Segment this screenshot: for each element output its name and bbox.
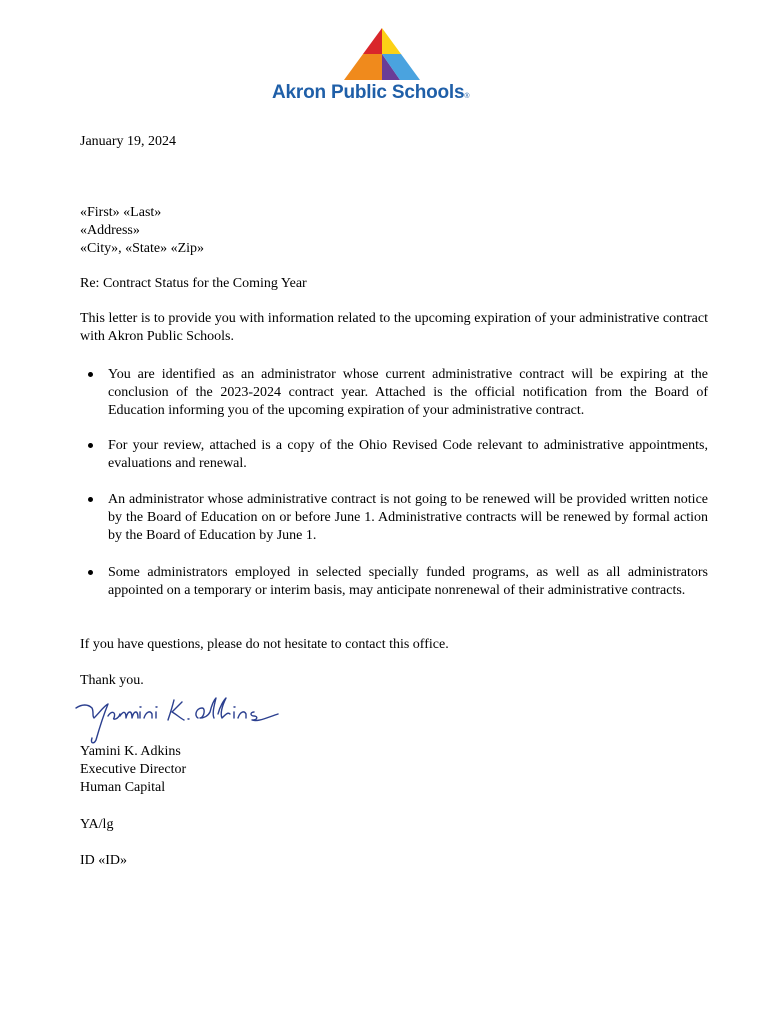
letter-date: January 19, 2024 — [80, 134, 177, 149]
handwritten-signature — [74, 696, 280, 746]
list-item-text: For your review, attached is a copy of the Ohio Revised Code relevant to administrative appointments, evaluations and renewal. — [108, 438, 708, 471]
logo-trademark: ® — [464, 93, 470, 100]
signer-block — [80, 743, 708, 797]
typist-initials: YA/lg — [80, 817, 114, 832]
recipient-name: «First» «Last» — [80, 205, 162, 220]
list-item-text: You are identified as an administrator whose current administrative contract will be expiring at the conclusion of the 2023-2024 contract year. Attached is the official notification from the Board of Education informing you of the upcoming expiration of your administrative contract. — [108, 367, 708, 418]
subject-line: Re: Contract Status for the Coming Year — [80, 276, 307, 291]
logo-facet-orange — [344, 54, 382, 80]
questions-paragraph: If you have questions, please do not hesitate to contact this office. — [80, 637, 449, 652]
id-line: ID «ID» — [80, 853, 128, 868]
logo-facet-red — [363, 28, 382, 54]
signer-name: Yamini K. Adkins — [80, 744, 181, 759]
bullet-icon — [88, 372, 93, 377]
akron-public-schools-logo — [272, 28, 498, 108]
bullet-icon — [88, 497, 93, 502]
bullet-icon — [88, 570, 93, 575]
intro-paragraph: This letter is to provide you with information related to the upcoming expiration of your administrative contract with Akron Public Schools. — [80, 311, 708, 344]
logo-facet-yellow — [382, 28, 401, 54]
logo-text: Akron Public Schools — [272, 82, 465, 103]
signer-department: Human Capital — [80, 780, 166, 795]
list-item-text: An administrator whose administrative contract is not going to be renewed will be provided written notice by the Board of Education on or before June 1. Administrative contracts will be renewed by formal action by the Board of Education by June 1. — [108, 492, 708, 543]
logo-wordmark — [272, 82, 498, 104]
recipient-block — [80, 204, 708, 258]
closing-line: Thank you. — [80, 673, 144, 688]
recipient-address: «Address» — [80, 223, 140, 238]
recipient-city-state-zip: «City», «State» «Zip» — [80, 241, 205, 256]
signer-title: Executive Director — [80, 762, 187, 777]
list-item-text: Some administrators employed in selected specially funded programs, as well as all administrators appointed on a temporary or interim basis, may anticipate nonrenewal of their administrative contracts. — [108, 565, 708, 598]
bullet-icon — [88, 443, 93, 448]
logo-triangle-icon — [344, 28, 420, 80]
